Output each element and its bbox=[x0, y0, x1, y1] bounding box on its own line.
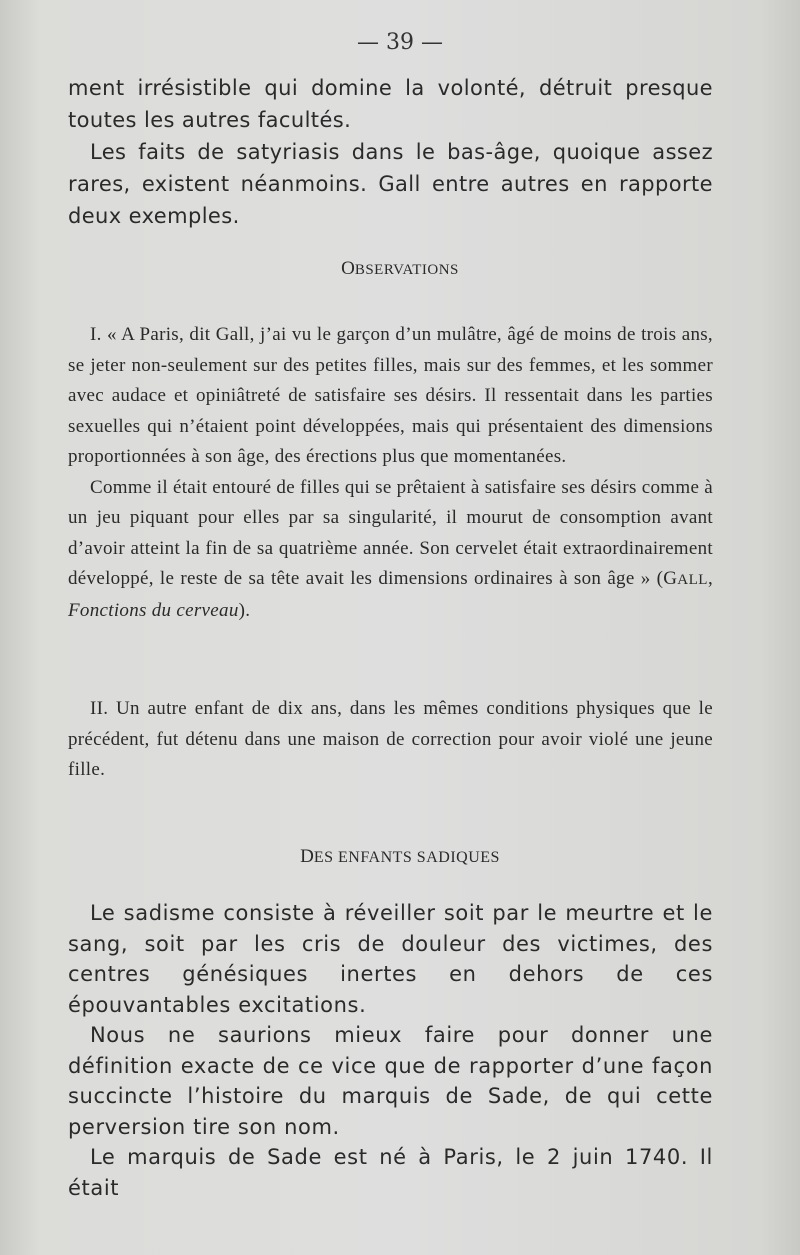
paragraph: Le marquis de Sade est né à Paris, le 2 juin 1740. Il était bbox=[68, 1145, 713, 1200]
paragraph: Nous ne saurions mieux faire pour donner une définition exacte de ce vice que de rapporter d’une façon succincte l’histoire du marquis de Sade, de qui cette perversion tire son nom. bbox=[68, 1023, 713, 1139]
observation-2 bbox=[68, 694, 713, 786]
sadiques-text bbox=[68, 898, 713, 1203]
paragraph: II. Un autre enfant de dix ans, dans les mêmes conditions physiques que le précédent, fut détenu dans une maison de correction pour avoir violé une jeune fille. bbox=[68, 698, 713, 780]
citation-author: G bbox=[663, 568, 678, 589]
paragraph: I. « A Paris, dit Gall, j’ai vu le garçon d’un mulâtre, âgé de moins de trois ans, se jeter non-seulement sur des petites filles, mais sur des femmes, et les sommer avec audace et opiniâtreté de satisfaire ses désirs. Il ressentait dans les parties sexuelles qui n’étaient point développées, mais qui présentaient des dimensions proportionnées à son âge, des érections plus que momentanées. bbox=[68, 324, 713, 467]
paragraph: Comme il était entouré de filles qui se prêtaient à satisfaire ses désirs comme à un jeu piquant pour elles par sa singularité, il mourut de consomption avant d’avoir atteint la fin de sa quatrième année. Son cervelet était extraordinairement développé, le reste de sa tête avait les dimensions ordinaires à son âge » (GALL, Fonctions du cerveau). bbox=[68, 476, 713, 621]
paragraph: Les faits de satyriasis dans le bas-âge, quoique assez rares, existent néanmoins. Gall entre autres en rapporte deux exemples. bbox=[68, 140, 713, 228]
paragraph: ment irrésistible qui domine la volonté, détruit presque toutes les autres facultés. bbox=[68, 76, 713, 132]
intro-text bbox=[68, 72, 713, 232]
observation-1 bbox=[68, 320, 713, 626]
observations-heading: OBSERVATIONS bbox=[341, 258, 459, 279]
page-number: — 39 — bbox=[357, 30, 443, 55]
sadiques-heading: DES ENFANTS SADIQUES bbox=[300, 846, 500, 867]
paragraph: Le sadisme consiste à réveiller soit par le meurtre et le sang, soit par les cris de douleur des victimes, des centres génésiques inertes en dehors de ces épouvantables excitations. bbox=[68, 901, 713, 1017]
citation-title: Fonctions du cerveau bbox=[68, 599, 239, 621]
